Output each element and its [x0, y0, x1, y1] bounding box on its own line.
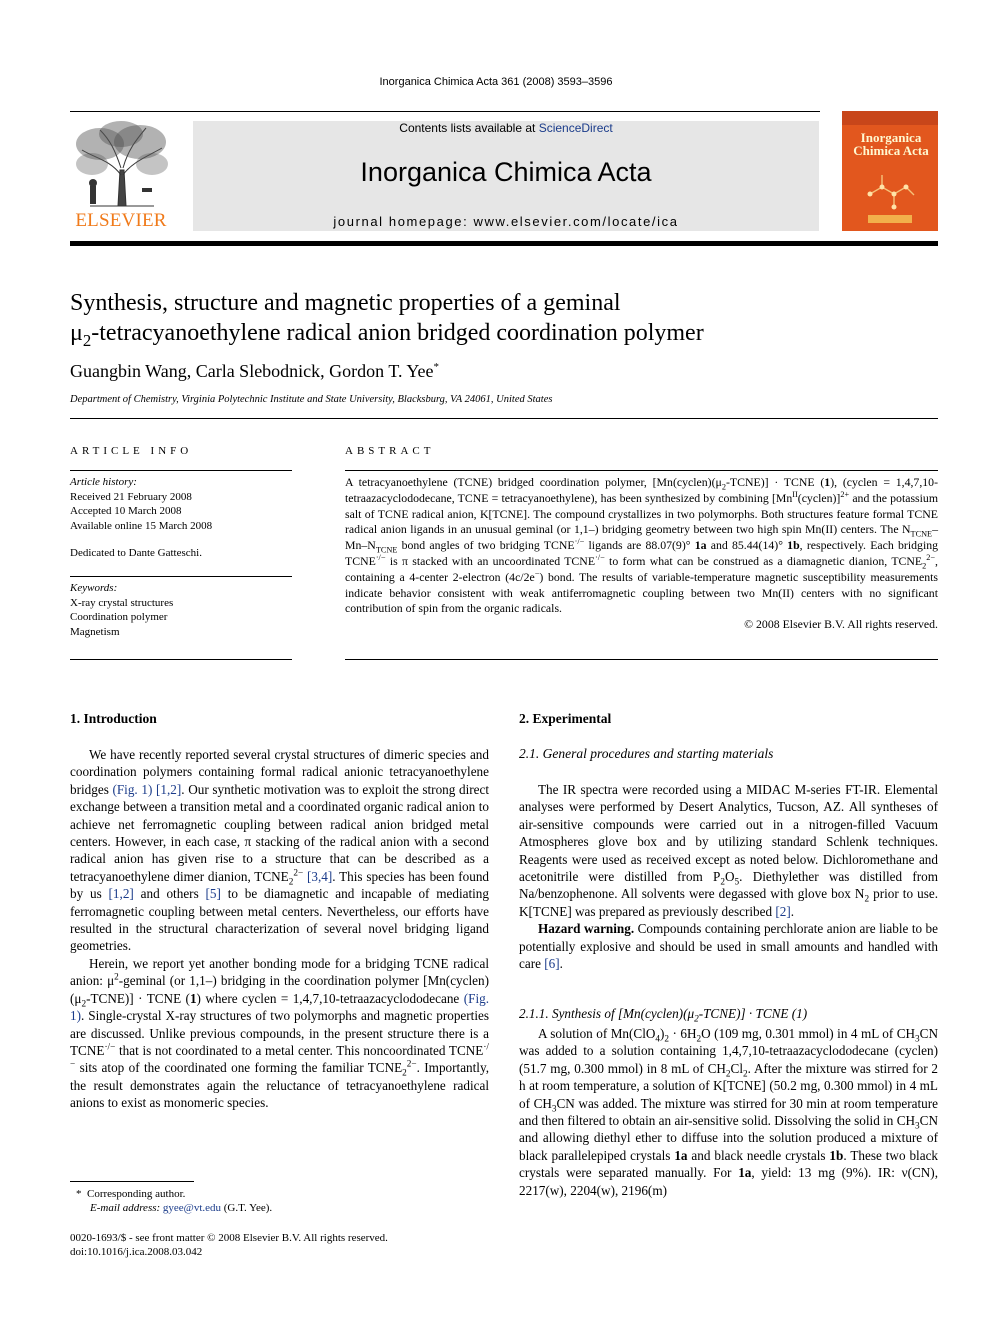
article-info-bottom-rule	[70, 659, 292, 660]
hazard-label: Hazard warning.	[538, 921, 635, 937]
article-title	[70, 288, 930, 348]
author-names: Guangbin Wang, Carla Slebodnick, Gordon T. Yee	[70, 361, 434, 381]
keywords-rule	[70, 576, 292, 577]
publisher-name: ELSEVIER	[75, 210, 167, 231]
synthesis-body: A solution of $Mn(ClO_4)_2 \cdot 6H_2O$ (109 mg, 0.301 mmol) in 4 mL of $CH_3CN$ was added to a solution containing 1,4,7,10-tetraazacyclododecane (cyclen) (51.7 mg, 0.300 mmol) in 8 mL of $CH_2Cl_2$. After the mixture was stirred for 2 h at room temperature, a solution of K[TCNE] (50.2 mg, 0.300 mmol) in 4 mL of $CH_3CN$ was added. The mixture was stirred for 30 min at room temperature and then filtered to obtain an air-sensitive solid. Dissolving the solid in $CH_3CN$ and allowing diethyl ether to diffuse into the solution produced a mixture of black parallelepiped crystals 1a and black needle crystals 1b. These two black crystals were separated manually. For 1a, yield: 13 mg (9%). IR: ν(CN), 2217(w), 2204(w), 2196(m)	[519, 1026, 939, 1198]
abstract-rule	[345, 470, 938, 471]
keyword-item: Coordination polymer	[70, 611, 168, 623]
footnote-mark: *	[76, 1188, 82, 1200]
abstract-copyright: © 2008 Elsevier B.V. All rights reserved.	[744, 617, 938, 632]
fig1-link[interactable]: (Fig. 1)	[112, 781, 153, 797]
email-link[interactable]: gyee@vt.edu	[162, 1202, 222, 1214]
keywords	[70, 581, 292, 639]
publication-info	[70, 1231, 490, 1259]
doi-line: doi:10.1016/j.ica.2008.03.042	[70, 1246, 203, 1258]
accepted-date: Accepted 10 March 2008	[70, 505, 182, 517]
email-suffix: (G.T. Yee).	[221, 1202, 273, 1214]
title-line-1: Synthesis, structure and magnetic properties of a geminal	[70, 290, 621, 316]
corresponding-mark[interactable]: *	[433, 361, 440, 373]
sciencedirect-link[interactable]: ScienceDirect	[538, 121, 613, 135]
authors	[70, 361, 439, 382]
ref-link[interactable]: [6]	[544, 956, 560, 972]
header-rule	[70, 111, 820, 112]
received-date: Received 21 February 2008	[70, 490, 192, 503]
header-thick-rule	[70, 241, 938, 246]
journal-cover-image	[842, 111, 938, 231]
ref-link[interactable]: [3,4]	[307, 868, 333, 884]
journal-citation: Inorganica Chimica Acta 361 (2008) 3593–3596	[379, 76, 613, 88]
keyword-item: X-ray crystal structures	[70, 596, 174, 609]
ref-link[interactable]: [1,2]	[108, 886, 134, 902]
fig1-link[interactable]: (Fig. 1)	[70, 990, 489, 1024]
ref-link[interactable]: [5]	[205, 886, 221, 902]
keywords-label: Keywords:	[70, 582, 118, 594]
title-line-2-text: -tetracyanoethylene radical anion bridged coordination polymer	[91, 320, 704, 346]
ref-link[interactable]: [2]	[775, 903, 791, 919]
tree-logo-icon	[70, 120, 172, 208]
mu-symbol: μ	[70, 320, 83, 346]
corresponding-label: Corresponding author.	[87, 1188, 186, 1200]
title-line-2	[70, 318, 930, 348]
footnotes	[76, 1187, 476, 1215]
abstract-heading: ABSTRACT	[345, 445, 435, 457]
contents-line	[193, 121, 819, 135]
keyword-item: Magnetism	[70, 625, 120, 638]
contents-prefix: Contents lists available at	[399, 121, 539, 135]
article-history	[70, 475, 292, 561]
journal-banner	[193, 121, 819, 231]
title-rule	[70, 418, 938, 419]
molecule-icon	[860, 169, 920, 219]
journal-name: Inorganica Chimica Acta	[360, 157, 652, 187]
elsevier-logo	[70, 120, 172, 232]
footnote-rule	[70, 1181, 194, 1182]
introduction-body: We have recently reported several crystal structures of dimeric species and coordination polymers containing formal radical anionic tetracyanoethylene bridges (Fig. 1) [1,2]. Our synthetic motivation was to exploit the strong direct exchange between a transition metal and a coordinated organic radical anion to achieve net ferromagnetic coupling between radical anion bridged metal centers. However, in each case, π stacking of the radical anion with a second radical anion has given rise to a structure that can be described as a tetracyanoethylene dimer dianion, $TCNE_2^{2-}$ [3,4]. This species has been found by us [1,2] and others [5] to be diamagnetic and incapable of mediating ferromagnetic coupling between metal centers. Nevertheless, our efforts have resulted in the structural characterization of several novel bridging ligand geometries. Herein, we report yet another bonding mode for a bridging TCNE radical anion: $\mu^2$-geminal (or 1,1–) bridging in the coordination polymer $[Mn(cyclen)(\mu_2-TCNE)]$ · TCNE (1) where cyclen = 1,4,7,10-tetraazacyclododecane (Fig. 1). Single-crystal X-ray structures of two polymorphs and magnetic properties are discussed. Unlike previous compounds, in the present structure there is a TCNE·/− that is not coordinated to a metal center. This noncoordinated TCNE·/− sits atop of the coordinated one forming the familiar $TCNE_2^{2-}$. Importantly, the result demonstrates again the reluctance of tetracyanoethylene radical anions to exist as monomeric species.	[70, 747, 490, 1111]
experimental-body: The IR spectra were recorded using a MIDAC M-series FT-IR. Elemental analyses were performed by Desert Analytics, Tucson, AZ. All syntheses of air-sensitive compounds were carried out in a nitrogen-filled Vacuum Atmospheres glove box and by utilizing standard Schlenk techniques. Reagents were used as received except as noted below. Dichloromethane and acetonitrile were distilled from $P_2O_5$. Diethylether was distilled from Na/benzophenone. All solvents were degassed with glove box $N_2$ prior to use. K[TCNE] was prepared as previously described [2]. Hazard warning. Compounds containing perchlorate anion are liable to be potentially explosive and should be used in small amounts and handled with care [6].	[519, 782, 938, 972]
online-date: Available online 15 March 2008	[70, 519, 213, 532]
issn-line: 0020-1693/$ - see front matter © 2008 Elsevier B.V. All rights reserved.	[70, 1232, 388, 1244]
introduction-heading: 1. Introduction	[70, 711, 157, 726]
cover-title: Inorganica Chimica Acta	[853, 130, 929, 158]
general-procedures-heading: 2.1. General procedures and starting materials	[519, 746, 774, 761]
article-info-heading: ARTICLE INFO	[70, 445, 193, 457]
ref-link[interactable]: [1,2]	[156, 781, 182, 797]
dedication: Dedicated to Dante Gatteschi.	[70, 547, 202, 559]
email-label: E-mail address:	[90, 1202, 163, 1214]
mu-subscript: 2	[82, 330, 92, 350]
synthesis-heading: 2.1.1. Synthesis of $[Mn(cyclen)(\mu_2-TCNE)]$ · TCNE (1)	[519, 1006, 808, 1024]
experimental-heading: 2. Experimental	[519, 711, 612, 726]
journal-homepage-link[interactable]: journal homepage: www.elsevier.com/locate/ica	[333, 214, 679, 229]
history-label: Article history:	[70, 476, 137, 488]
article-info-rule	[70, 470, 292, 471]
affiliation: Department of Chemistry, Virginia Polytechnic Institute and State University, Blacksburg, VA 24061, United States	[70, 394, 553, 405]
abstract-text: A tetracyanoethylene (TCNE) bridged coordination polymer, $[Mn(cyclen)(\mu_2-TCNE)]$ · TCNE (1), (cyclen = 1,4,7,10-tetraazacyclododecane, TCNE = tetracyanoethylene), has been synthesized by combining $[Mn^{II}(cyclen)]^{2+}$ and the potassium salt of TCNE radical anion, K[TCNE]. The compound crystallizes in two polymorphs. Both structures feature formal TCNE radical anion ligands in an unusual geminal (or 1,1–) bridging geometry between two high spin Mn(II) centers. The $N_{TCNE}-Mn-N_{TCNE}$ bond angles of two bridging TCNE·/− ligands are 88.07(9)° 1a and 85.44(14)° 1b, respectively. Each bridging TCNE·/− is π stacked with an uncoordinated TCNE·/− to form what can be construed as a diamagnetic dianion, $TCNE_2^{2-}$, containing a 4-center 2-electron (4c/2e−) bond. The results of variable-temperature magnetic susceptibility measurements indicate behavior consistent with weak antiferromagnetic coupling between two Mn(II) centers with no significant contribution of spin from the organic radicals. © 2008 Elsevier B.V. All rights reserved.	[345, 475, 939, 632]
abstract-bottom-rule	[345, 659, 938, 660]
